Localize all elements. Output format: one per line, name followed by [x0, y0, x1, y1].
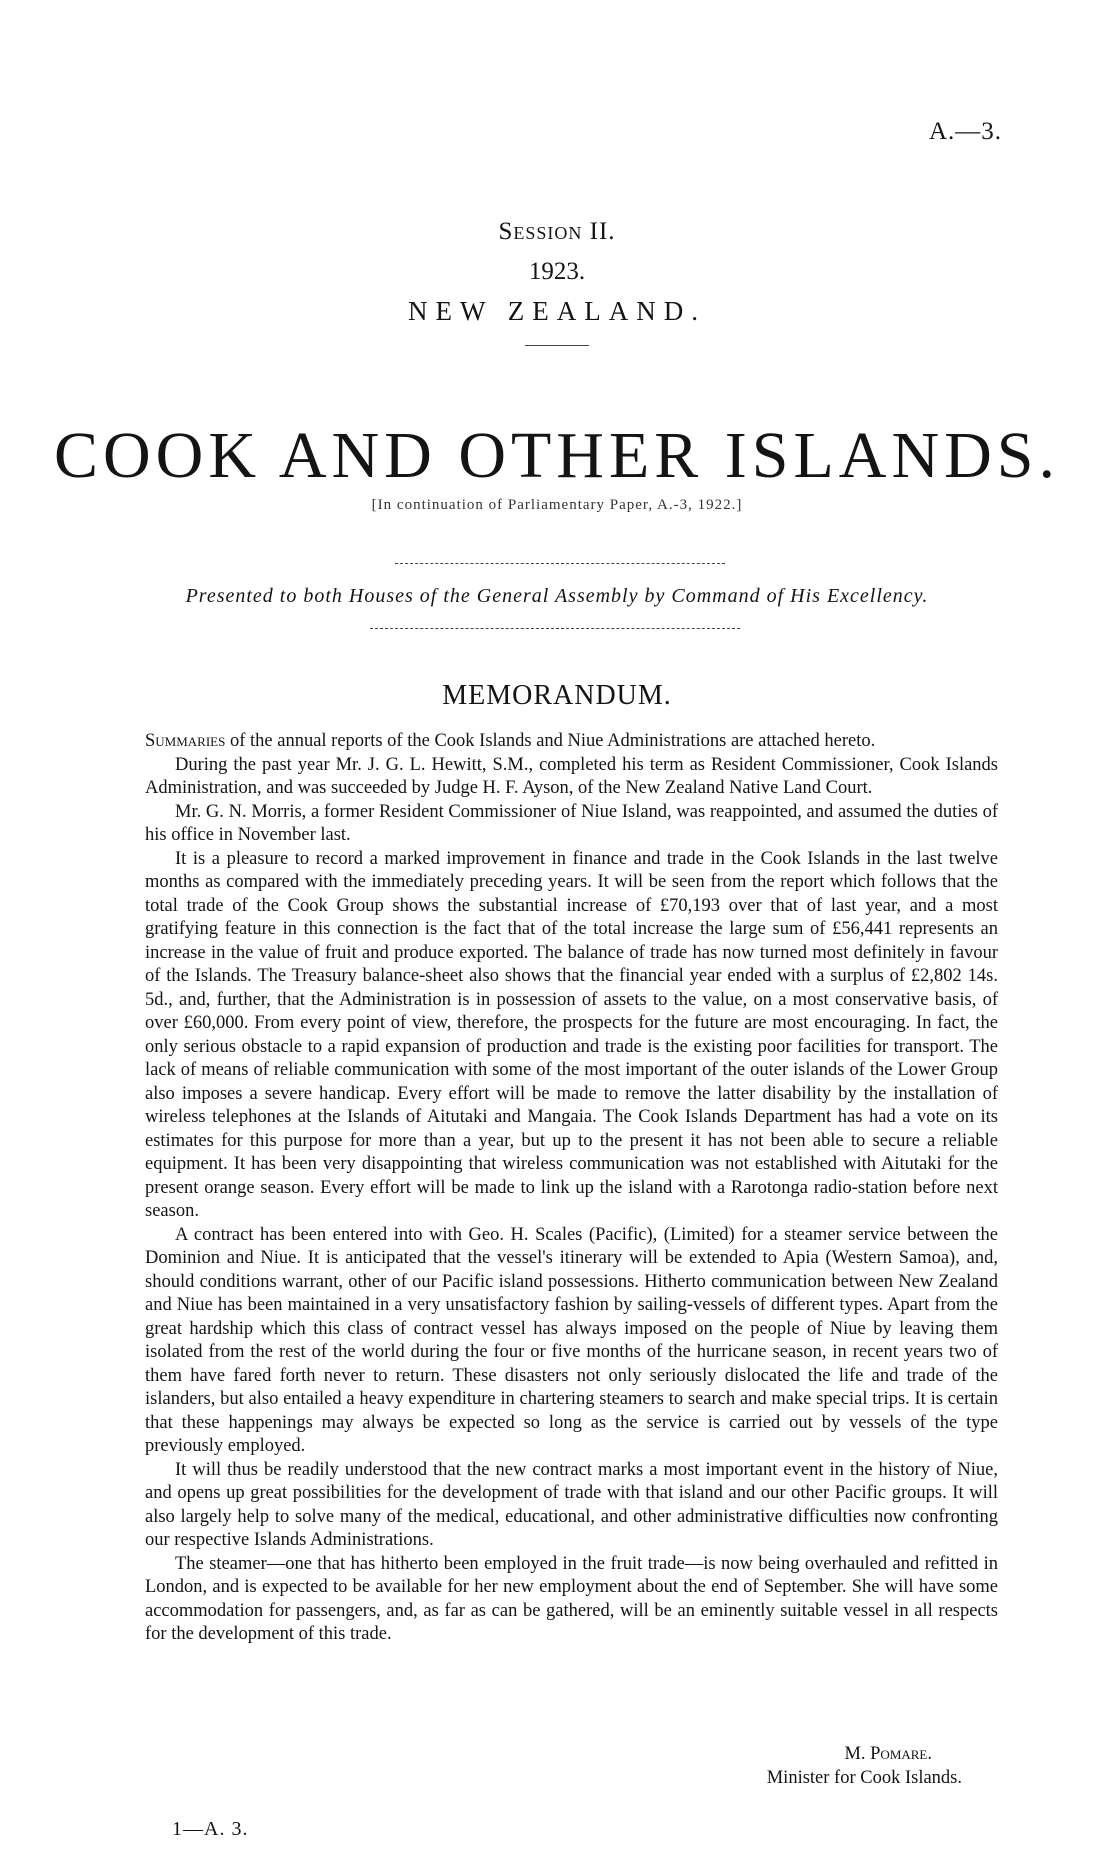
- memorandum-body: [145, 730, 998, 1647]
- paragraph: It will thus be readily understood that the new contract marks a most important event in the history of Niue, and opens up great possibilities for the development of trade with that island and our other Pacific groups. It will also largely help to solve many of the medical, educational, and other administrative difficulties now confronting our respective Islands Administrations.: [145, 1459, 998, 1550]
- paragraph: It is a pleasure to record a marked improvement in finance and trade in the Cook Islands in the last twelve months as compared with the immediately preceding years. It will be seen from the report which follows that the total trade of the Cook Group shows the substantial increase of £70,193 over that of last year, and a most gratifying feature in this connection is the fact that of the total increase the large sum of £56,441 represents an increase in the value of fruit and produce exported. The balance of trade has now turned most definitely in favour of the Islands. The Treasury balance-sheet also shows that the financial year ended with a surplus of £2,802 14s. 5d., and, further, that the Administration is in possession of assets to the value, on a most conservative basis, of over £60,000. From every point of view, therefore, the prospects for the future are most encouraging. In fact, the only serious obstacle to a rapid expansion of production and trade is the existing poor facilities for transport. The lack of means of reliable communication with some of the most important of the outer islands of the Lower Group also imposes a severe handicap. Every effort will be made to remove the latter disability by the installation of wireless telephones at the Islands of Aitutaki and Mangaia. The Cook Islands Department has had a vote on its estimates for this purpose for more than a year, but up to the present it has not been able to secure a reliable equipment. It has been very disappointing that wireless communication was not established with Aitutaki for the present orange season. Every effort will be made to link up the island with a Rarotonga radio-station before next season.: [145, 848, 998, 1221]
- page-footer: 1—A. 3.: [172, 1818, 249, 1840]
- year-label: 1923.: [528, 258, 586, 285]
- paragraph: Summaries of the annual reports of the Cook Islands and Niue Administrations are attached hereto.: [145, 731, 876, 751]
- paragraph: The steamer—one that has hitherto been employed in the fruit trade—is now being overhauled and refitted in London, and is expected to be available for her new employment about the end of September. She will have some accommodation for passengers, and, as far as can be gathered, will be an eminently suitable vessel in all respects for the development of this trade.: [145, 1553, 998, 1644]
- memorandum-heading: MEMORANDUM.: [442, 680, 672, 711]
- session-label: Session II.: [498, 218, 616, 245]
- paragraph-lead: Summaries: [145, 731, 226, 751]
- paragraph: A contract has been entered into with Geo. H. Scales (Pacific), (Limited) for a steamer service between the Dominion and Niue. It is anticipated that the vessel's itinerary will be extended to Apia (Western Samoa), and, should conditions warrant, other of our Pacific island possessions. Hitherto communication between New Zealand and Niue has been maintained in a very unsatisfactory fashion by sailing-vessels of different types. Apart from the great hardship which this class of contract vessel has always imposed on the people of Niue by leaving them isolated from the rest of the world during the four or five months of the hurricane season, in recent years two of them have fared forth never to return. These disasters not only seriously dislocated the life and trade of the islanders, but also entailed a heavy expenditure in chartering steamers to search and make special trips. It is certain that these happenings may always be expected so long as the service is carried out by vessels of the type previously employed.: [145, 1224, 998, 1456]
- signatory-title: Minister for Cook Islands.: [766, 1768, 962, 1788]
- paragraph: During the past year Mr. J. G. L. Hewitt, S.M., completed his term as Resident Commissioner, Cook Islands Administration, and was succeeded by Judge H. F. Ayson, of the New Zealand Native Land Court.: [145, 754, 998, 798]
- country-label: NEW ZEALAND.: [408, 296, 706, 326]
- presented-line: Presented to both Houses of the General Assembly by Command of His Excellency.: [185, 585, 929, 607]
- document-title: COOK AND OTHER ISLANDS.: [53, 419, 1061, 492]
- divider-rule: [525, 345, 589, 346]
- paragraph: Mr. G. N. Morris, a former Resident Commissioner of Niue Island, was reappointed, and assumed the duties of his office in November last.: [145, 801, 998, 845]
- continuation-note: [In continuation of Parliamentary Paper, A.-3, 1922.]: [371, 497, 743, 513]
- signatory-name: M. Pomare.: [844, 1744, 932, 1764]
- divider-rule: [395, 563, 725, 564]
- document-reference: A.—3.: [928, 118, 1002, 145]
- signature-block: [767, 1742, 962, 1790]
- divider-rule: [370, 628, 740, 629]
